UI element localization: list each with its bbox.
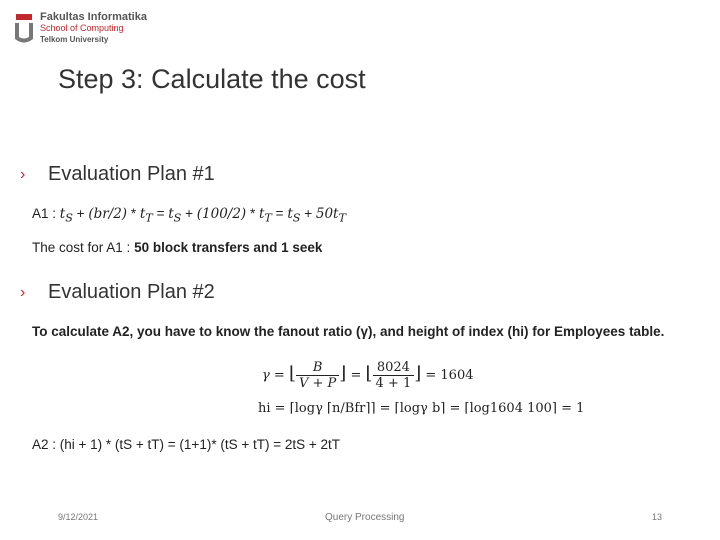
a1-prefix: A1 : bbox=[32, 206, 60, 221]
footer-date: 9/12/2021 bbox=[58, 512, 99, 522]
gamma-equation: γ = ⌊ $\frac{B}{V + P}$ ⌋ = ⌊ $\frac{8024}{4 + 1}$ ⌋ = 1604 bbox=[262, 360, 474, 391]
height-equation: hi = ⌈logγ ⌈n/Bfr⌉⌉ = ⌈logγ b⌉ = ⌈log1604 100⌉ = 1 bbox=[258, 401, 585, 416]
a1-cost-prefix: The cost for A1 : bbox=[32, 240, 135, 255]
a2-equation: A2 : (hi + 1) * (tS + tT) = (1+1)* (tS + tT) = 2tS + 2tT bbox=[32, 437, 340, 452]
plan1-heading bbox=[20, 163, 215, 186]
gamma-numerator: B bbox=[296, 360, 339, 376]
telkom-logo-icon bbox=[14, 12, 34, 44]
chevron-right-icon: › bbox=[20, 283, 26, 301]
gamma-result: = 1604 bbox=[425, 368, 474, 383]
slide-title: Step 3: Calculate the cost bbox=[58, 64, 366, 94]
footer-title: Query Processing bbox=[325, 512, 405, 523]
logo bbox=[14, 12, 147, 45]
logo-line-3: Telkom University bbox=[40, 35, 109, 44]
content-cutoff bbox=[0, 470, 720, 478]
chevron-right-icon: › bbox=[20, 165, 26, 183]
logo-line-2: School of Computing bbox=[40, 23, 124, 33]
plan2-heading bbox=[20, 281, 215, 304]
a1-cost-value: 50 block transfers and 1 seek bbox=[134, 240, 323, 255]
plan2-intro: To calculate A2, you have to know the fanout ratio (γ), and height of index (hi) for Employees table. bbox=[32, 324, 665, 339]
gamma-denominator: V + P bbox=[298, 376, 337, 391]
gamma-numerator-value: 8024 bbox=[373, 360, 415, 376]
plan2-heading-text: Evaluation Plan #2 bbox=[48, 281, 215, 303]
logo-line-1: Fakultas Informatika bbox=[40, 11, 147, 23]
page-number: 13 bbox=[652, 512, 663, 522]
a1-cost bbox=[32, 240, 322, 255]
a1-equation: A1 : $t_S + (br/2) * t_T = t_S + (100/2) * t_T = t_S + 50t_T$ bbox=[32, 206, 346, 225]
plan1-heading-text: Evaluation Plan #1 bbox=[48, 163, 215, 185]
gamma-denominator-value: 4 + 1 bbox=[375, 376, 412, 391]
